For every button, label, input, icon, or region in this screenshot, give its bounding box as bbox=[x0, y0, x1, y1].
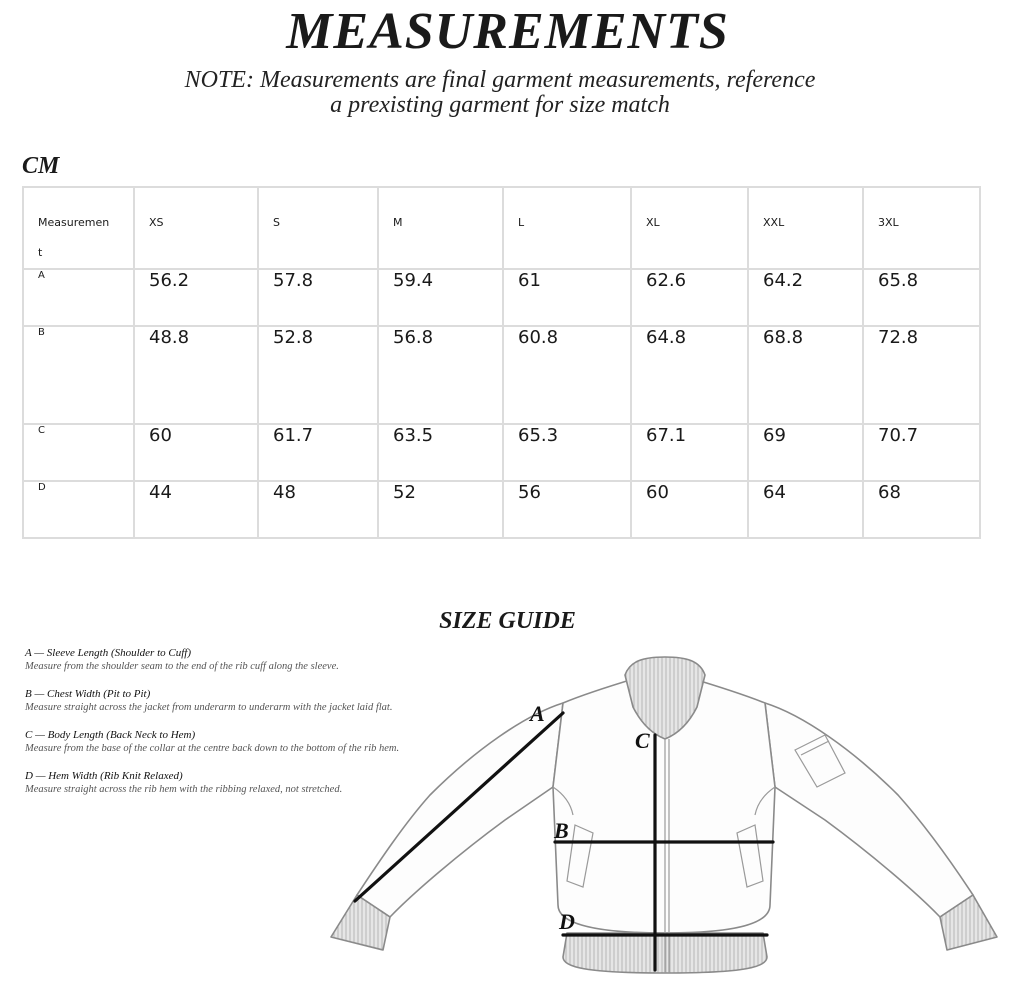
table-row bbox=[23, 424, 980, 481]
table-cell: 56.2 bbox=[134, 269, 258, 326]
bomber-jacket-icon bbox=[325, 655, 1005, 980]
table-header-row bbox=[23, 187, 980, 269]
table-cell: 60 bbox=[134, 424, 258, 481]
header-size-xs: XS bbox=[134, 187, 258, 269]
page-title: MEASUREMENTS bbox=[286, 3, 729, 60]
table-cell: 62.6 bbox=[631, 269, 748, 326]
header-measurement: Measuremen t bbox=[23, 187, 134, 269]
diagram-label-d: D bbox=[559, 909, 575, 934]
table-cell: 44 bbox=[134, 481, 258, 538]
note-line-1: NOTE: Measurements are final garment measurements, reference bbox=[184, 67, 816, 93]
legend-item-title: C — Body Length (Back Neck to Hem) bbox=[25, 729, 196, 741]
row-label: B bbox=[23, 326, 134, 424]
table-cell: 60 bbox=[631, 481, 748, 538]
diagram-label-a: A bbox=[530, 701, 545, 726]
table-cell: 56 bbox=[503, 481, 631, 538]
table-cell: 67.1 bbox=[631, 424, 748, 481]
legend-item-desc: Measure from the base of the collar at the centre back down to the bottom of the rib hem. bbox=[25, 743, 400, 754]
diagram-label-b: B bbox=[554, 818, 569, 843]
legend-item-title: B — Chest Width (Pit to Pit) bbox=[25, 688, 151, 700]
table-cell: 65.3 bbox=[503, 424, 631, 481]
unit-label: CM bbox=[22, 153, 60, 179]
table-cell: 57.8 bbox=[258, 269, 378, 326]
measurement-note bbox=[160, 68, 840, 118]
table-row bbox=[23, 269, 980, 326]
row-label: D bbox=[23, 481, 134, 538]
table-cell: 56.8 bbox=[378, 326, 503, 424]
table-cell: 64.8 bbox=[631, 326, 748, 424]
header-size-l: L bbox=[503, 187, 631, 269]
row-label: C bbox=[23, 424, 134, 481]
table-cell: 52.8 bbox=[258, 326, 378, 424]
table-cell: 64.2 bbox=[748, 269, 863, 326]
size-table bbox=[22, 186, 981, 539]
legend-item-title: A — Sleeve Length (Shoulder to Cuff) bbox=[25, 647, 191, 659]
legend-item-title: D — Hem Width (Rib Knit Relaxed) bbox=[25, 770, 183, 782]
measure-line-a bbox=[355, 713, 563, 901]
header-size-xxl: XXL bbox=[748, 187, 863, 269]
table-cell: 64 bbox=[748, 481, 863, 538]
table-cell: 60.8 bbox=[503, 326, 631, 424]
table-cell: 65.8 bbox=[863, 269, 980, 326]
table-cell: 63.5 bbox=[378, 424, 503, 481]
table-cell: 59.4 bbox=[378, 269, 503, 326]
table-row bbox=[23, 481, 980, 538]
table-cell: 48 bbox=[258, 481, 378, 538]
table-cell: 52 bbox=[378, 481, 503, 538]
table-cell: 68 bbox=[863, 481, 980, 538]
table-cell: 70.7 bbox=[863, 424, 980, 481]
table-cell: 68.8 bbox=[748, 326, 863, 424]
size-guide-title: SIZE GUIDE bbox=[439, 608, 576, 634]
row-label: A bbox=[23, 269, 134, 326]
left-sleeve bbox=[357, 703, 563, 917]
right-sleeve bbox=[765, 703, 973, 917]
table-cell: 69 bbox=[748, 424, 863, 481]
table-row bbox=[23, 326, 980, 424]
header-size-3xl: 3XL bbox=[863, 187, 980, 269]
header-size-xl: XL bbox=[631, 187, 748, 269]
diagram-label-c: C bbox=[635, 728, 650, 753]
table-cell: 61 bbox=[503, 269, 631, 326]
legend-item-desc: Measure straight across the rib hem with the ribbing relaxed, not stretched. bbox=[25, 784, 343, 795]
table-cell: 72.8 bbox=[863, 326, 980, 424]
header-size-m: M bbox=[378, 187, 503, 269]
note-line-2: a prexisting garment for size match bbox=[330, 92, 670, 118]
legend-item-desc: Measure straight across the jacket from underarm to underarm with the jacket laid flat. bbox=[25, 702, 393, 713]
table-cell: 61.7 bbox=[258, 424, 378, 481]
table-cell: 48.8 bbox=[134, 326, 258, 424]
header-size-s: S bbox=[258, 187, 378, 269]
legend-item-desc: Measure from the shoulder seam to the end of the rib cuff along the sleeve. bbox=[25, 661, 339, 672]
